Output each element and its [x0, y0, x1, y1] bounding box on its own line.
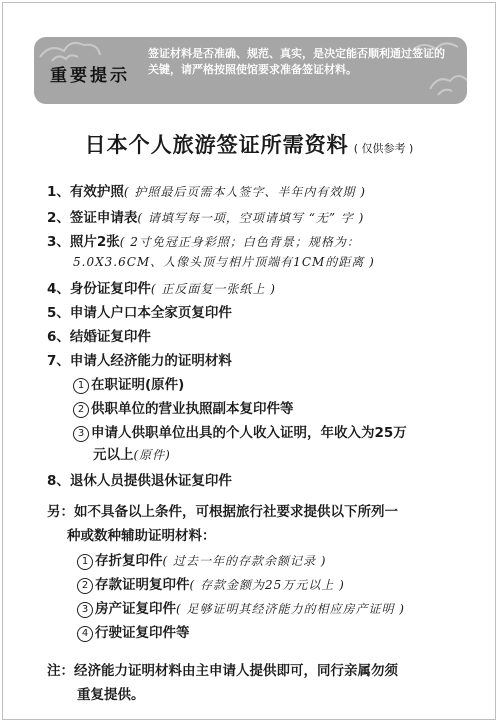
list-item: [47, 325, 151, 345]
sub-list-item: [77, 621, 190, 642]
list-item: [47, 301, 232, 321]
item-label: 供职单位的营业执照副本复印件等: [91, 401, 294, 417]
item-note: ( 护照最后页需本人签字、半年内有效期 ): [123, 185, 366, 199]
sub-list-item: [77, 597, 405, 618]
important-notice-banner: [34, 37, 467, 104]
list-item: [47, 277, 276, 297]
sub-list-item: [73, 397, 294, 418]
item-label: 存款证明复印件: [95, 577, 190, 593]
document-page: [2, 2, 496, 720]
alternative-text: 如不具备以上条件，可根据旅行社要求提供以下所列一: [74, 504, 398, 520]
item-label: 6、结婚证复印件: [47, 329, 151, 345]
item-label: 行驶证复印件等: [95, 625, 190, 641]
title-note: ( 仅供参考 ): [353, 142, 414, 155]
sub-list-item-continued: [93, 443, 171, 463]
item-note: ( 存款金额为25万元以上 ): [189, 578, 345, 592]
circled-number-icon: 1: [77, 554, 93, 570]
sub-list-item: [77, 573, 345, 594]
circled-number-icon: 2: [73, 402, 89, 418]
sub-list-item: [73, 373, 184, 394]
item-note: ( 正反面复一张纸上 ): [150, 282, 276, 296]
notice-title: 重要提示: [50, 66, 130, 86]
circled-number-icon: 3: [77, 602, 93, 618]
list-item: [47, 469, 232, 489]
list-item: [47, 349, 232, 369]
list-item: [47, 180, 366, 200]
item-note: ( 过去一年的存款余额记录 ): [162, 554, 327, 568]
footnote-label: 注：: [47, 663, 74, 679]
item-label: 存折复印件: [95, 553, 163, 569]
alternative-text-continued: 种或数种辅助证明材料：: [67, 528, 216, 544]
circled-number-icon: 4: [77, 626, 93, 642]
item-note: ( 足够证明其经济能力的相应房产证明 ): [176, 602, 405, 616]
sub-list-item: [73, 421, 407, 442]
document-title: [3, 129, 495, 159]
circled-number-icon: 2: [77, 578, 93, 594]
item-label: 申请人供职单位出具的个人收入证明，年收入为25万: [91, 425, 407, 441]
circled-number-icon: 3: [73, 426, 89, 442]
item-label-continued: 元以上: [93, 447, 134, 463]
alternative-label: 另：: [47, 504, 74, 520]
item-label: 在职证明(原件): [91, 377, 185, 393]
item-label: 1、有效护照: [47, 184, 124, 200]
sub-list-item: [77, 549, 327, 570]
item-note: (原件): [133, 448, 171, 462]
footnote-text: 经济能力证明材料由主申请人提供即可，同行亲属勿须: [74, 663, 398, 679]
title-main: 日本个人旅游签证所需资料: [84, 133, 349, 157]
list-item: [47, 230, 360, 250]
item-note: ( 请填写每一项，空项请填写 “无” 字 ): [137, 211, 365, 225]
item-label: 7、申请人经济能力的证明材料: [47, 353, 232, 369]
item-label: 2、签证申请表: [47, 210, 138, 226]
item-note: ( 2寸免冠正身彩照；白色背景；规格为：: [119, 235, 360, 249]
item-label: 3、照片2张: [47, 234, 120, 250]
item-label: 8、退休人员提供退休证复印件: [47, 473, 232, 489]
list-item: [47, 206, 364, 226]
notice-text: 签证材料是否准确、规范、真实，是决定能否顺利通过签证的关键，请严格按照使馆要求准备签证材料。: [148, 47, 445, 76]
footnote-text-continued: 重复提供。: [77, 687, 145, 703]
item-note-continued: 5.0X3.6CM、人像头顶与相片顶端有1CM的距离 ): [73, 255, 375, 269]
item-label: 5、申请人户口本全家页复印件: [47, 305, 232, 321]
alternative-section: [47, 500, 398, 520]
item-label: 4、身份证复印件: [47, 281, 151, 297]
item-label: 房产证复印件: [95, 601, 176, 617]
circled-number-icon: 1: [73, 378, 89, 394]
footnote: [47, 659, 398, 679]
